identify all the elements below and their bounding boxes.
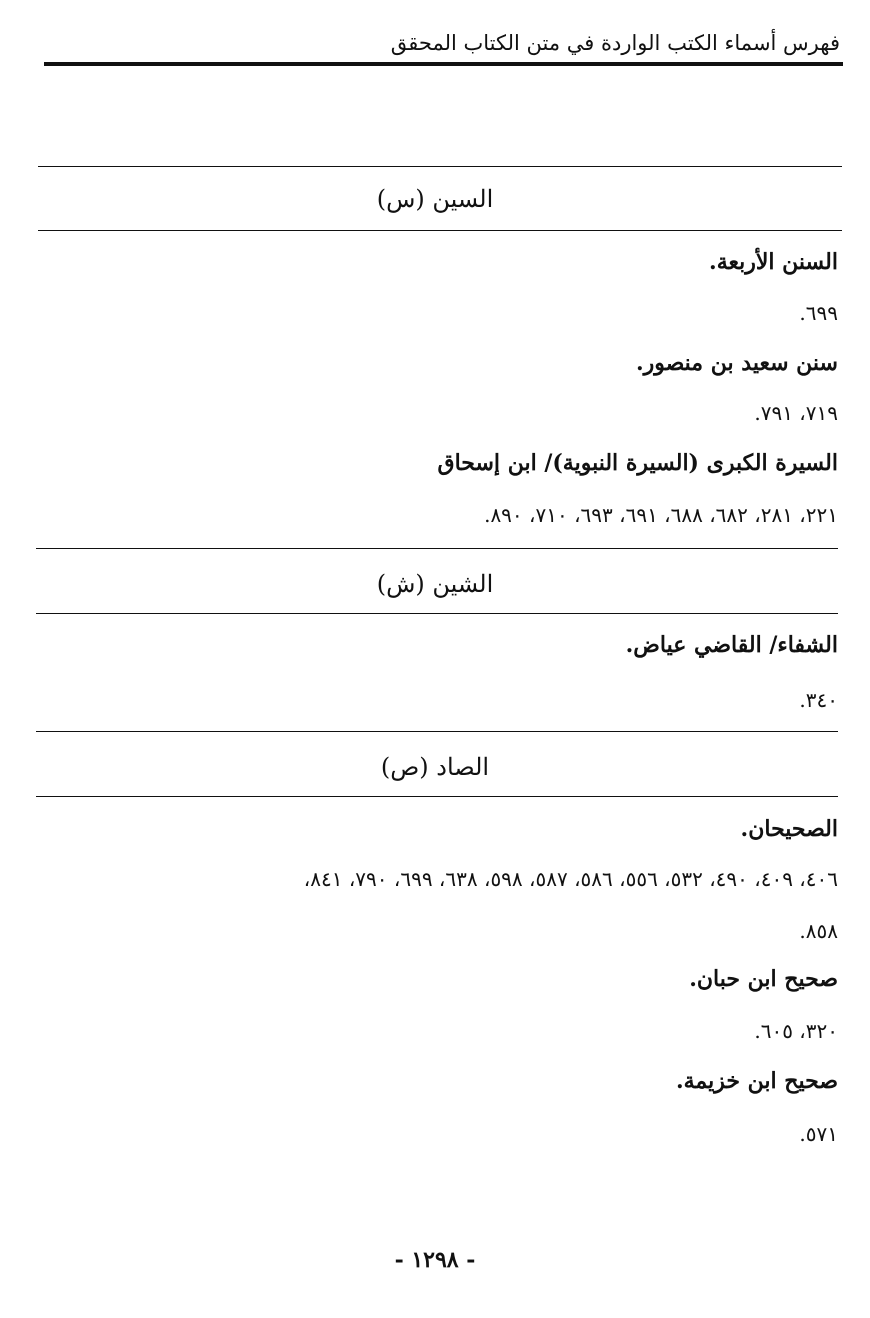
entry-title: صحيح ابن حبان. xyxy=(689,966,838,992)
section-heading: السين (س) xyxy=(376,185,494,213)
entry-page-refs: ٣٤٠. xyxy=(799,688,838,712)
section-rule-top xyxy=(36,731,838,732)
entry-title: السنن الأربعة. xyxy=(709,249,838,275)
entry-page-refs: ٤٠٦، ٤٠٩، ٤٩٠، ٥٣٢، ٥٥٦، ٥٨٦، ٥٨٧، ٥٩٨، ٦٣٨، ٦٩٩، ٧٩٠، ٨٤١، xyxy=(303,867,838,891)
section-rule-top xyxy=(38,166,842,167)
entry-page-refs: ٣٢٠، ٦٠٥. xyxy=(754,1019,838,1043)
page-number: - ١٢٩٨ - xyxy=(394,1247,476,1273)
entry-title: السيرة الكبرى (السيرة النبوية)/ ابن إسحاق xyxy=(437,450,838,476)
section-heading: الصاد (ص) xyxy=(380,753,490,781)
entry-page-refs: ٥٧١. xyxy=(799,1122,838,1146)
entry-page-refs-continued: ٨٥٨. xyxy=(799,919,838,943)
entry-page-refs: ٢٢١، ٢٨١، ٦٨٢، ٦٨٨، ٦٩١، ٦٩٣، ٧١٠، ٨٩٠. xyxy=(484,503,838,527)
section-rule-top xyxy=(36,548,838,549)
entry-title: صحيح ابن خزيمة. xyxy=(675,1068,838,1094)
entry-page-refs: ٦٩٩. xyxy=(799,301,838,325)
entry-title: الصحيحان. xyxy=(740,816,838,842)
section-rule-bottom xyxy=(36,613,838,614)
entry-page-refs: ٧١٩، ٧٩١. xyxy=(754,401,838,425)
running-header: فهرس أسماء الكتب الواردة في متن الكتاب المحقق xyxy=(390,31,840,55)
section-heading: الشين (ش) xyxy=(376,570,494,598)
section-rule-bottom xyxy=(36,796,838,797)
section-rule-bottom xyxy=(38,230,842,231)
entry-title: الشفاء/ القاضي عياض. xyxy=(625,632,838,658)
header-rule xyxy=(44,62,843,66)
entry-title: سنن سعيد بن منصور. xyxy=(635,350,838,376)
